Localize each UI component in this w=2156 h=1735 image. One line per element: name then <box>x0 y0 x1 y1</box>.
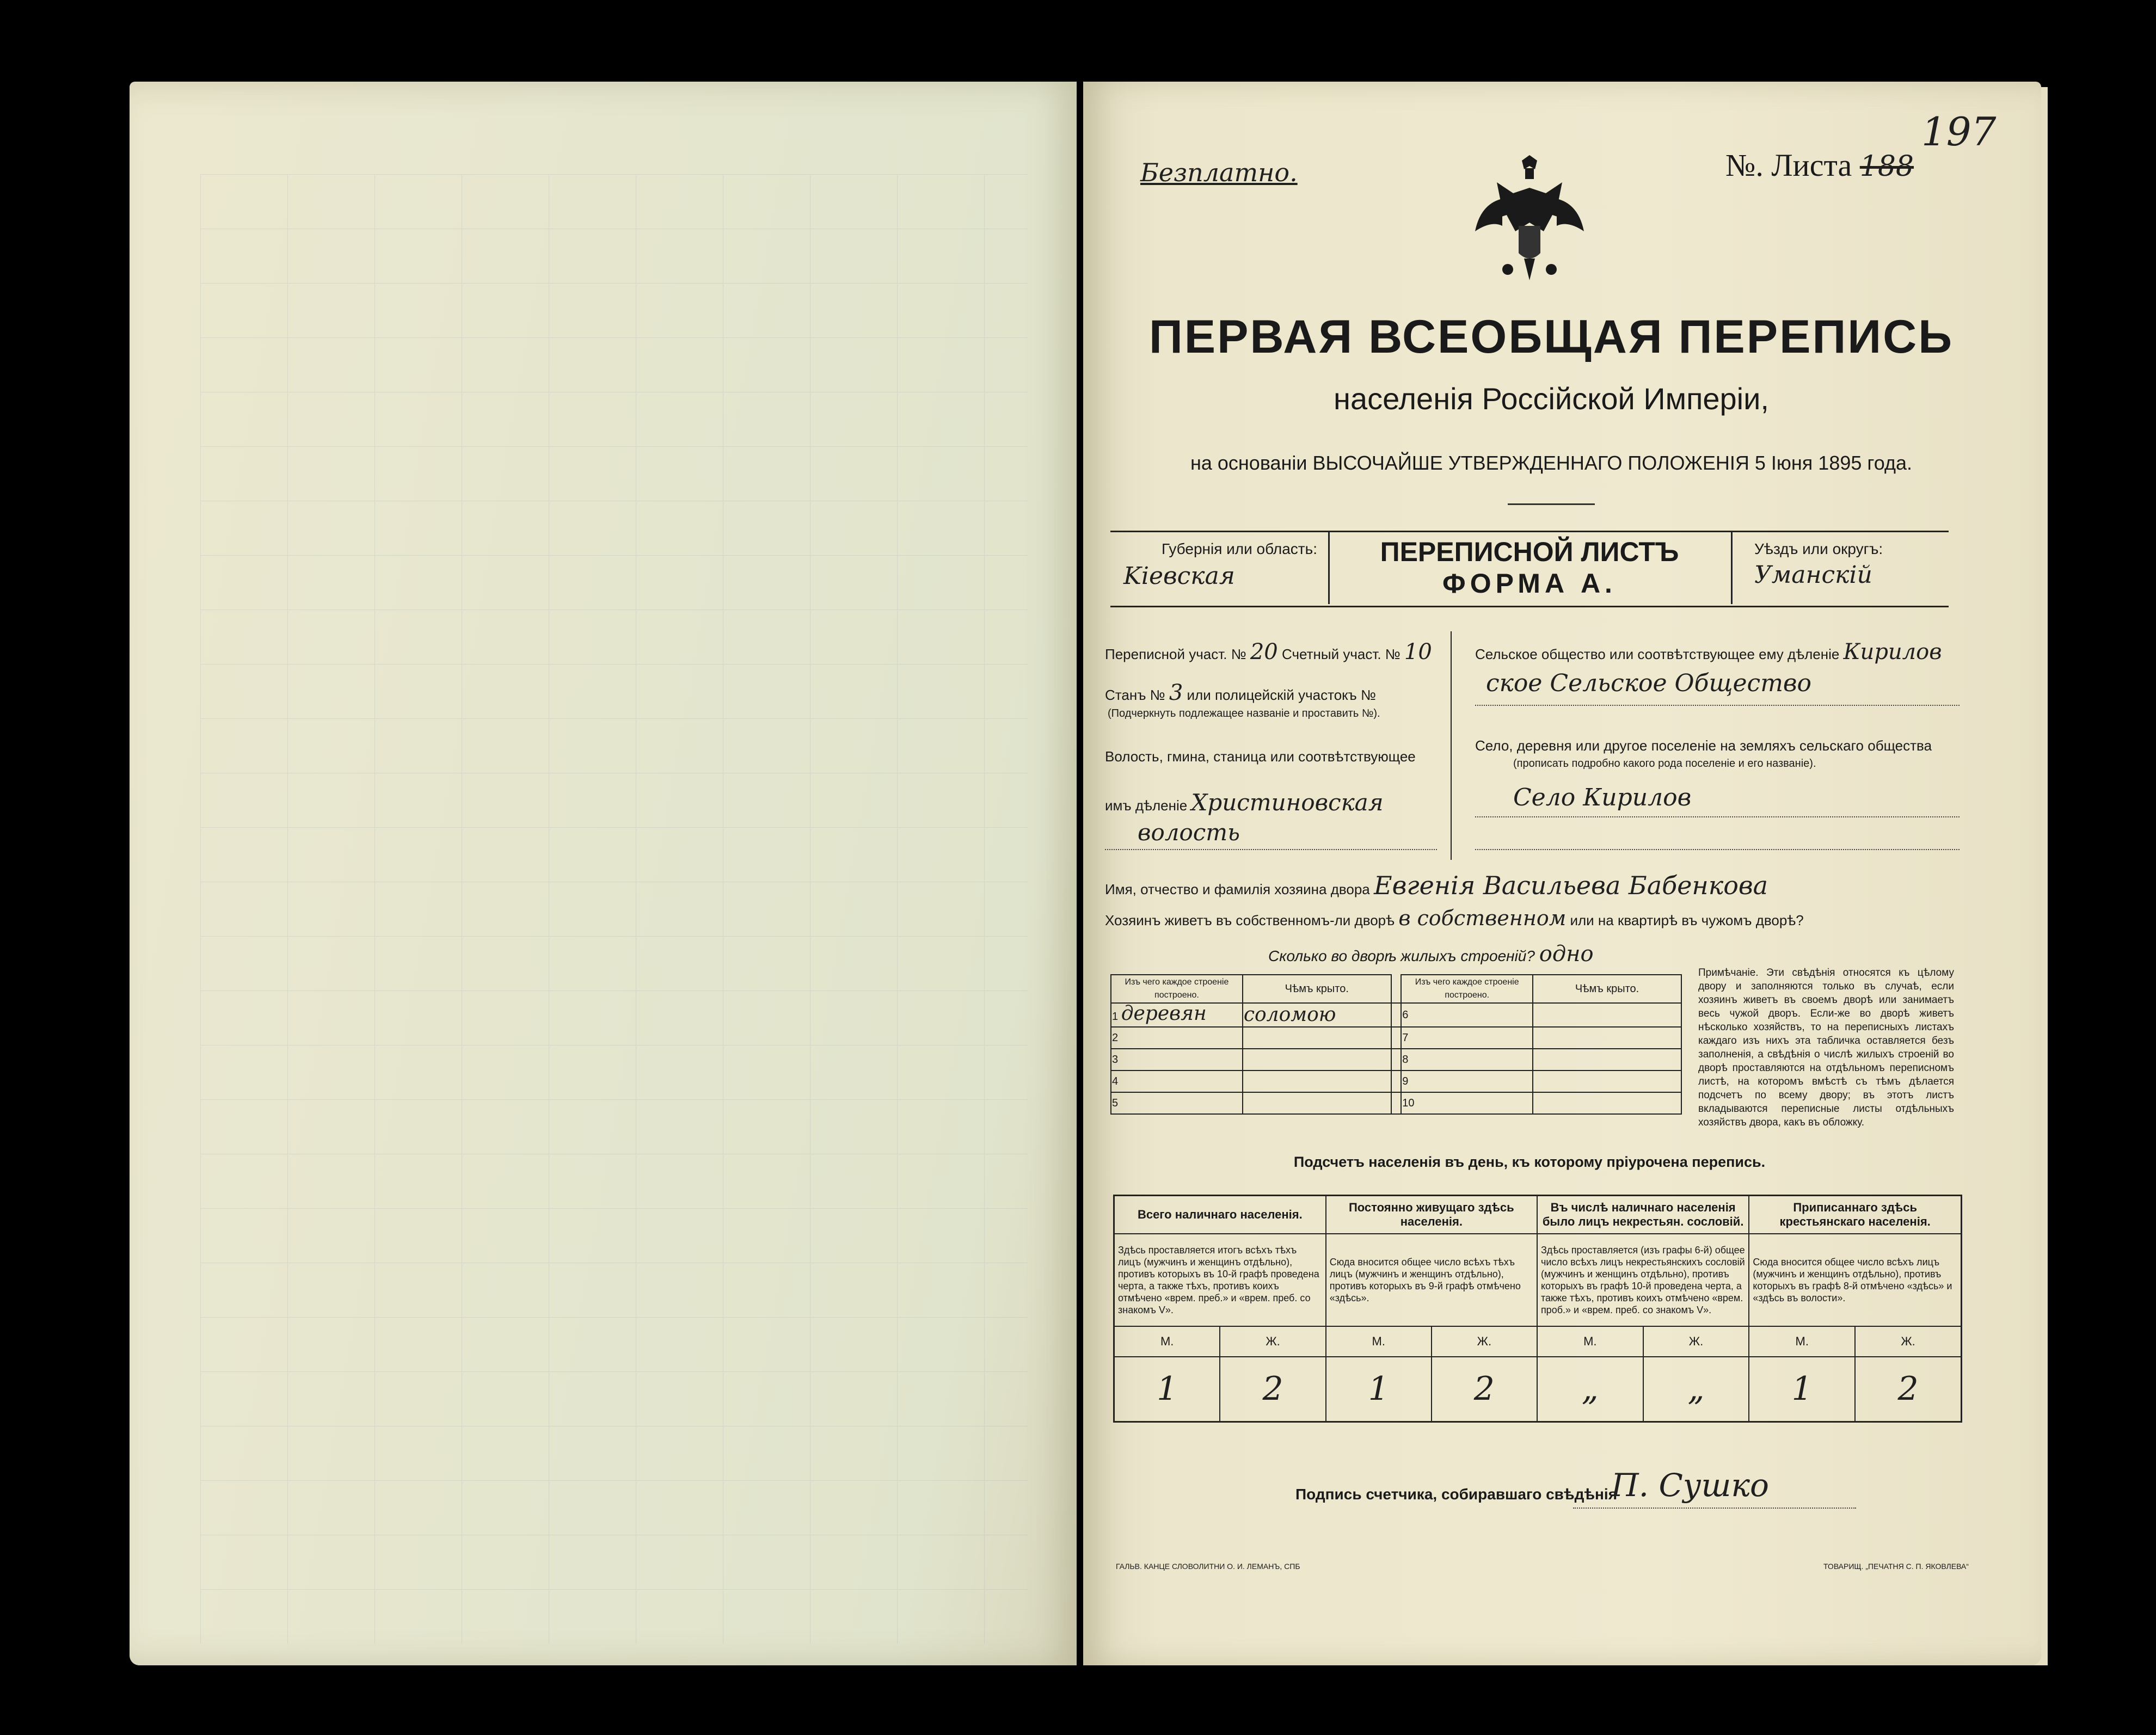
buildings-value: одно <box>1539 942 1594 967</box>
count-value: 2 <box>1855 1357 1961 1422</box>
buildings-table <box>1110 974 1682 1115</box>
d-non-peasant: Здѣсь проставляется (изъ графы 6-й) общее число всѣхъ лицъ некрестьянскихъ сословій (мужчинъ и женщинъ отдѣльно), противъ которыхъ въ графѣ 10-й проведена черта, а также тѣхъ, противъ коихъ отмѣчено «врем. проб.» и «врем. преб. со знакомъ V». <box>1537 1234 1749 1326</box>
volost-row <box>1105 789 1384 816</box>
col-roof: Чѣмъ крыто. <box>1243 975 1391 1003</box>
d-permanent: Сюда вносится общее число всѣхъ тѣхъ лицъ (мужчинъ и женщинъ отдѣльно), противъ которыхъ въ 9-й графѣ отмѣчено «здѣсь». <box>1326 1234 1537 1326</box>
table-row: 7 <box>1401 1027 1533 1049</box>
stan-label: Станъ № <box>1105 687 1165 703</box>
d-registered: Сюда вносится общее число всѣхъ лицъ (мужчинъ и женщинъ отдѣльно), противъ которыхъ въ графѣ 8-й отмѣчено «здѣсь» и «здѣсь въ волости». <box>1749 1234 1961 1326</box>
society-label: Сельское общество или соотвѣтствующее ему дѣленіе <box>1475 646 1840 662</box>
volost-value2: волость <box>1138 819 1240 846</box>
table-row: 2 <box>1111 1027 1243 1049</box>
note-text: Примѣчаніе. Эти свѣдѣнія относятся къ цѣлому двору и заполняются только въ случаѣ, если хозяинъ живетъ въ своемъ дворѣ или занимаетъ весь чужой дворъ. Если-же во дворѣ живетъ нѣсколько хозяйствъ, то на переписныхъ листахъ каждаго изъ нихъ эта табличка оставляется безъ заполненія, а свѣдѣнія о числѣ жилыхъ строеній во дворѣ проставляются на отдѣльномъ переписномъ листѣ, на которомъ вмѣстѣ съ тѣмъ дѣлается подсчетъ по всему двору; въ этотъ листъ вкладываются переписные листы отдѣльныхъ хозяйствъ двора, какъ въ обложку. <box>1698 967 1954 1128</box>
h-non-peasant: Въ числѣ наличнаго населенія было лицъ некрестьян. сословій. <box>1537 1196 1749 1234</box>
uchastok-row <box>1105 639 1432 665</box>
village-line-2 <box>1475 849 1960 850</box>
residence-label2: или на квартирѣ въ чужомъ дворѣ? <box>1570 912 1804 928</box>
sheet-no-label: №. Листа <box>1725 147 1852 183</box>
count-value: 1 <box>1326 1357 1432 1422</box>
uezd-label: Уѣздъ или округъ: <box>1754 540 1883 557</box>
society-value2: ское Сельское Общество <box>1486 669 1812 697</box>
imperial-eagle-emblem <box>1464 144 1595 297</box>
census-subtitle: населенія Россійской Имперіи, <box>1334 382 1769 416</box>
count-value: 2 <box>1220 1357 1325 1422</box>
volost-line <box>1105 849 1437 850</box>
stan-row <box>1105 680 1376 705</box>
footer-printer-left: ГАЛЬВ. КАНЦЕ СЛОВОЛИТНИ О. И. ЛЕМАНЪ, СПБ <box>1116 1562 1300 1571</box>
village-value: Село Кирилов <box>1513 784 1692 811</box>
count-value: „ <box>1537 1357 1643 1422</box>
uchastok-value: 20 <box>1250 639 1278 665</box>
village-line <box>1475 816 1960 817</box>
count-title: Подсчетъ населенія въ день, къ которому пріурочена перепись. <box>1293 1154 1766 1170</box>
col-zh: Ж. <box>1643 1326 1749 1357</box>
society-value: Кирилов <box>1843 639 1942 665</box>
basis-line: на основаніи ВЫСОЧАЙШЕ УТВЕРЖДЕННАГО ПОЛОЖЕНІЯ 5 Іюня 1895 года. <box>1190 452 1912 474</box>
signature-line <box>1573 1508 1856 1509</box>
footer-printer-right: ТОВАРИЩ. „ПЕЧАТНЯ С. П. ЯКОВЛЕВА“ <box>1823 1562 1969 1571</box>
residence-row <box>1105 906 1804 930</box>
count-value: 2 <box>1432 1357 1537 1422</box>
population-count-table <box>1113 1195 1962 1423</box>
left-page <box>130 82 1077 1665</box>
col-zh: Ж. <box>1855 1326 1961 1357</box>
owner-value: Евгенія Васильева Бабенкова <box>1374 871 1768 900</box>
form-subtitle: ФОРМА А. <box>1442 568 1617 599</box>
col-material: Изъ чего каждое строеніе построено. <box>1111 975 1243 1003</box>
h-total: Всего наличнаго населенія. <box>1114 1196 1326 1234</box>
col-m: М. <box>1537 1326 1643 1357</box>
table-row: 9 <box>1401 1070 1533 1092</box>
col-roof-2: Чѣмъ крыто. <box>1533 975 1681 1003</box>
table-row: 4 <box>1111 1070 1243 1092</box>
signature-value: П. Сушко <box>1611 1467 1769 1504</box>
residence-label: Хозяинъ живетъ въ собственномъ-ли дворѣ <box>1105 912 1395 928</box>
fields-divider <box>1451 631 1452 860</box>
gubernia-value: Kieвская <box>1123 562 1235 590</box>
society-row <box>1475 639 1942 665</box>
col-sep <box>1391 975 1402 1003</box>
police-label: или полицейскій участокъ № <box>1187 687 1376 703</box>
count-value: 1 <box>1114 1357 1220 1422</box>
village-label: Село, деревня или другое поселеніе на земляхъ сельскаго общества <box>1475 737 1932 754</box>
sheet-no-handwritten: 197 <box>1921 109 1997 155</box>
census-title: ПЕРВАЯ ВСЕОБЩАЯ ПЕРЕПИСЬ <box>1148 311 1954 363</box>
col-m: М. <box>1326 1326 1432 1357</box>
table-row: 5 <box>1111 1092 1243 1114</box>
signature-label: Подпись счетчика, собиравшаго свѣдѣнія <box>1295 1486 1618 1503</box>
volost-label: Волость, гмина, станица или соотвѣтствующее <box>1105 748 1416 765</box>
buildings-row <box>1268 942 1594 967</box>
ornament-divider <box>1508 503 1595 505</box>
count-value: 1 <box>1749 1357 1855 1422</box>
col-material-2: Изъ чего каждое строеніе построено. <box>1401 975 1533 1003</box>
table-row: 1 деревян <box>1111 1003 1243 1027</box>
h-registered: Приписаннаго здѣсь крестьянскаго населенія. <box>1749 1196 1961 1234</box>
table-row: 3 <box>1111 1049 1243 1070</box>
schet-label: Счетный участ. № <box>1281 646 1401 662</box>
uezd-value: Уманскій <box>1754 561 1872 589</box>
sheet-number <box>1725 147 1914 183</box>
col-zh: Ж. <box>1220 1326 1325 1357</box>
col-m: М. <box>1114 1326 1220 1357</box>
uezd-cell <box>1731 531 1950 604</box>
village-note: (прописать подробно какого рода поселеніе и его названіе). <box>1513 758 1816 770</box>
form-title: ПЕРЕПИСНОЙ ЛИСТЪ <box>1380 537 1679 567</box>
residence-value: в собственном <box>1398 906 1567 930</box>
buildings-label: Сколько во дворѣ жилыхъ строеній? <box>1268 948 1535 964</box>
free-label: Безплатно. <box>1140 158 1298 187</box>
underline-note: (Подчеркнуть подлежащее названіе и проставить №). <box>1108 707 1380 719</box>
col-zh: Ж. <box>1432 1326 1537 1357</box>
table-row: 8 <box>1401 1049 1533 1070</box>
uchastok-label: Переписной участ. № <box>1105 646 1246 662</box>
table-row: 10 <box>1401 1092 1533 1114</box>
owner-label: Имя, отчество и фамилія хозяина двора <box>1105 881 1370 897</box>
volost-label2: имъ дѣленіе <box>1105 797 1188 814</box>
sheet-no-crossed: 188 <box>1859 150 1914 183</box>
schet-value: 10 <box>1404 639 1432 665</box>
owner-row <box>1105 871 1768 900</box>
form-title-cell <box>1328 536 1731 599</box>
d-total: Здѣсь проставляется итогъ всѣхъ тѣхъ лицъ (мужчинъ и женщинъ отдѣльно), противъ которыхъ въ 10-й графѣ проведена черта, а также тѣхъ, противъ коихъ отмѣчено «врем. преб.» и «врем. преб. со знакомъ V». <box>1114 1234 1326 1326</box>
col-m: М. <box>1749 1326 1855 1357</box>
society-line <box>1475 705 1960 706</box>
row1-roof: соломою <box>1243 1003 1391 1027</box>
volost-value: Христиновская <box>1191 789 1384 816</box>
table-row: 6 <box>1401 1003 1533 1027</box>
stan-value: 3 <box>1169 680 1183 705</box>
bleed-through-grid <box>200 174 1028 1644</box>
count-value: „ <box>1643 1357 1749 1422</box>
row1-material: деревян <box>1121 1002 1207 1025</box>
gubernia-cell <box>1110 531 1330 604</box>
gubernia-label: Губернія или область: <box>1162 540 1317 557</box>
h-permanent: Постоянно живущаго здѣсь населенія. <box>1326 1196 1537 1234</box>
